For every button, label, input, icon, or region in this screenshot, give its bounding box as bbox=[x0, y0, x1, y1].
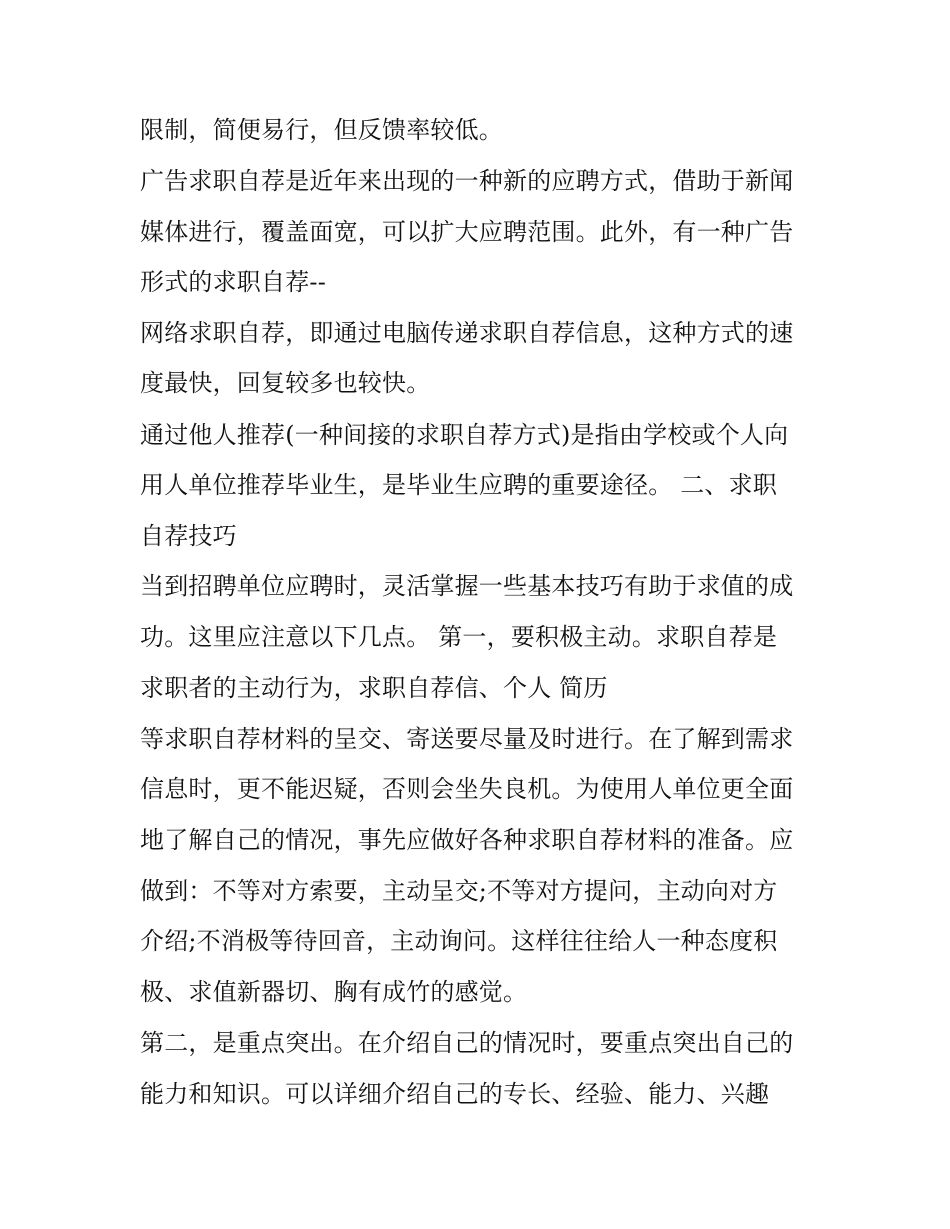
text-line: 地了解自己的情况，事先应做好各种求职自荐材料的准备。应 bbox=[140, 826, 794, 854]
text-line: 形式的求职自荐-- bbox=[140, 268, 327, 296]
text-line: 功。这里应注意以下几点。 第一，要积极主动。求职自荐是 bbox=[140, 623, 778, 651]
text-line: 用人单位推荐毕业生，是毕业生应聘的重要途径。 二、求职 bbox=[140, 471, 778, 499]
text-line: 自荐技巧 bbox=[140, 522, 237, 550]
text-line: 广告求职自荐是近年来出现的一种新的应聘方式，借助于新闻 bbox=[140, 167, 794, 195]
text-line: 能力和知识。可以详细介绍自己的专长、经验、能力、兴趣 bbox=[140, 1080, 770, 1108]
text-line: 度最快，回复较多也较快。 bbox=[140, 369, 431, 397]
text-line: 求职者的主动行为，求职自荐信、个人 简历 bbox=[140, 674, 608, 702]
text-line: 网络求职自荐，即通过电脑传递求职自荐信息，这种方式的速 bbox=[140, 319, 794, 347]
text-line: 限制，简便易行，但反馈率较低。 bbox=[140, 116, 503, 144]
text-line: 介绍;不消极等待回音，主动询问。这样往往给人一种态度积 bbox=[140, 927, 778, 955]
text-line: 极、求值新器切、胸有成竹的感觉。 bbox=[140, 978, 528, 1006]
text-line: 媒体进行，覆盖面宽，可以扩大应聘范围。此外，有一种广告 bbox=[140, 218, 794, 246]
text-line: 信息时，更不能迟疑，否则会坐失良机。为使用人单位更全面 bbox=[140, 775, 794, 803]
text-line: 第二，是重点突出。在介绍自己的情况时，要重点突出自己的 bbox=[140, 1029, 794, 1057]
text-line: 当到招聘单位应聘时，灵活掌握一些基本技巧有助于求值的成 bbox=[140, 572, 794, 600]
text-line: 做到：不等对方索要，主动呈交;不等对方提问，主动向对方 bbox=[140, 877, 778, 905]
text-line: 等求职自荐材料的呈交、寄送要尽量及时进行。在了解到需求 bbox=[140, 725, 794, 753]
text-line: 通过他人推荐(一种间接的求职自荐方式)是指由学校或个人向 bbox=[140, 421, 789, 449]
